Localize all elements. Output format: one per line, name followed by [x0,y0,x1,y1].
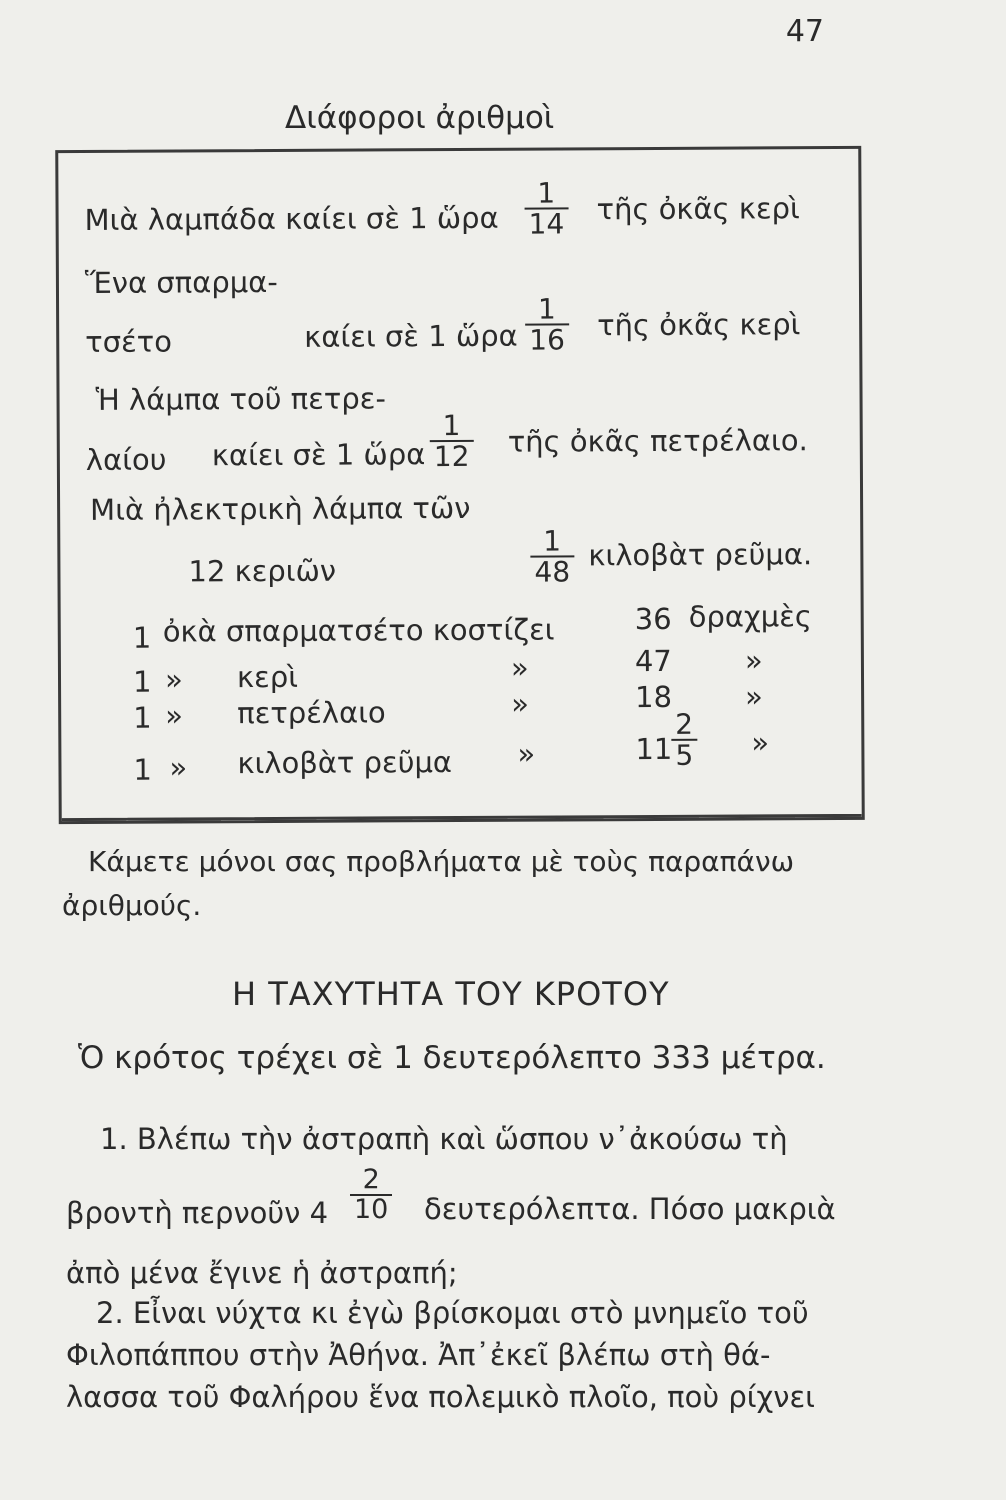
price4-ditto-mid: » [517,736,536,771]
fraction-numerator: 1 [537,176,556,210]
price3-item: πετρέλαιο [237,695,386,731]
problem1-line1: 1. Βλέπω τὴν ἀστραπὴ καὶ ὥσπου ν᾽ἀκούσω τὴ [100,1122,788,1156]
row2-fraction [525,292,569,358]
fraction-denominator: 5 [671,739,697,771]
fraction-denominator: 14 [525,208,569,240]
price1-value: 36 [634,601,672,637]
row3-text-b: καίει σὲ 1 ὥρα [211,437,426,473]
price1-item: ὀκὰ σπαρματσέτο κοστίζει [162,612,555,649]
price2-value: 47 [634,643,672,679]
fraction-denominator: 48 [530,556,574,588]
row2-text-a: τσέτο [85,324,173,359]
price2-item: κερὶ [236,659,299,695]
row4-fraction [530,524,574,590]
price3-value: 18 [635,679,673,715]
box-title: Διάφοροι ἀριθμοὶ [285,100,555,136]
row3-fraction [430,408,474,474]
price3-ditto: » [165,698,184,733]
price3-unit: » [745,679,763,714]
price4-ditto: » [169,750,188,785]
note-line-1: Κάμετε μόνοι σας προβλήματα μὲ τοὺς παραπάνω [88,845,795,878]
row3-suffix: τῆς ὀκᾶς πετρέλαιο. [507,423,808,459]
row1-fraction [524,176,568,242]
problem1-line2b: δευτερόλεπτα. Πόσο μακριὰ [424,1192,836,1226]
fraction-numerator: 1 [537,292,556,326]
fraction-denominator: 16 [525,324,569,356]
page-number: 47 [785,14,824,49]
row3-text-top: Ἡ λάμπα τοῦ πετρε- [95,381,386,417]
fraction-numerator: 1 [543,524,562,558]
note-line-2: ἀριθμούς. [62,889,202,922]
fraction-denominator: 12 [430,440,474,472]
fact-line: Ὁ κρότος τρέχει σὲ 1 δευτερόλεπτο 333 μέτρα. [78,1040,826,1076]
problem1-line2a: βροντὴ περνοῦν 4 [66,1196,329,1230]
price4-qty: 1 [133,752,153,787]
data-table-box [55,146,865,824]
price1-qty: 1 [132,620,152,655]
price2-ditto: » [164,662,183,697]
problem2-line2: Φιλοπάππου στὴν Ἀθήνα. Ἀπ᾽ἐκεῖ βλέπω στὴ θά- [66,1338,771,1372]
row4-suffix: κιλοβὰτ ρεῦμα. [588,537,813,573]
price4-unit: » [751,725,770,760]
row3-text-a: λαίου [85,442,167,477]
fraction-numerator: 2 [362,1164,380,1195]
row1-suffix: τῆς ὀκᾶς κερὶ [596,191,800,227]
row4-text: 12 κεριῶν [188,553,337,589]
price1-unit: δραχμὲς [688,599,812,634]
row2-text-top: Ἕνα σπαρμα- [84,264,278,300]
price2-unit: » [744,643,763,678]
exercise-note [62,840,795,928]
problem2-line1: 2. Εἶναι νύχτα κι ἐγὼ βρίσκομαι στὸ μνημεῖο τοῦ [96,1296,809,1330]
problem2-line3: λασσα τοῦ Φαλήρου ἕνα πολεμικὸ πλοῖο, ποὺ ρίχνει [66,1380,815,1414]
section-heading: Η ΤΑΧΥΤΗΤΑ ΤΟΥ ΚΡΟΤΟΥ [232,975,670,1013]
price2-ditto-mid: » [510,650,529,685]
price4-whole: 11 [635,731,673,767]
price4-item: κιλοβὰτ ρεῦμα [237,745,453,781]
row2-suffix: τῆς ὀκᾶς κερὶ [597,307,801,343]
row4-text-top: Μιὰ ἠλεκτρικὴ λάμπα τῶν [90,490,471,527]
price2-qty: 1 [132,664,152,699]
price3-ditto-mid: » [511,686,529,721]
row2-text-b: καίει σὲ 1 ὥρα [304,318,518,354]
fraction-numerator: 2 [675,707,694,741]
price3-qty: 1 [133,700,152,735]
row1-text: Μιὰ λαμπάδα καίει σὲ 1 ὥρα [84,200,499,237]
price4-fraction [671,707,697,773]
problem1-fraction [350,1166,392,1225]
fraction-numerator: 1 [442,408,461,443]
fraction-denominator: 10 [350,1194,392,1224]
problem1-line3: ἀπὸ μένα ἔγινε ἡ ἀστραπή; [66,1256,458,1290]
